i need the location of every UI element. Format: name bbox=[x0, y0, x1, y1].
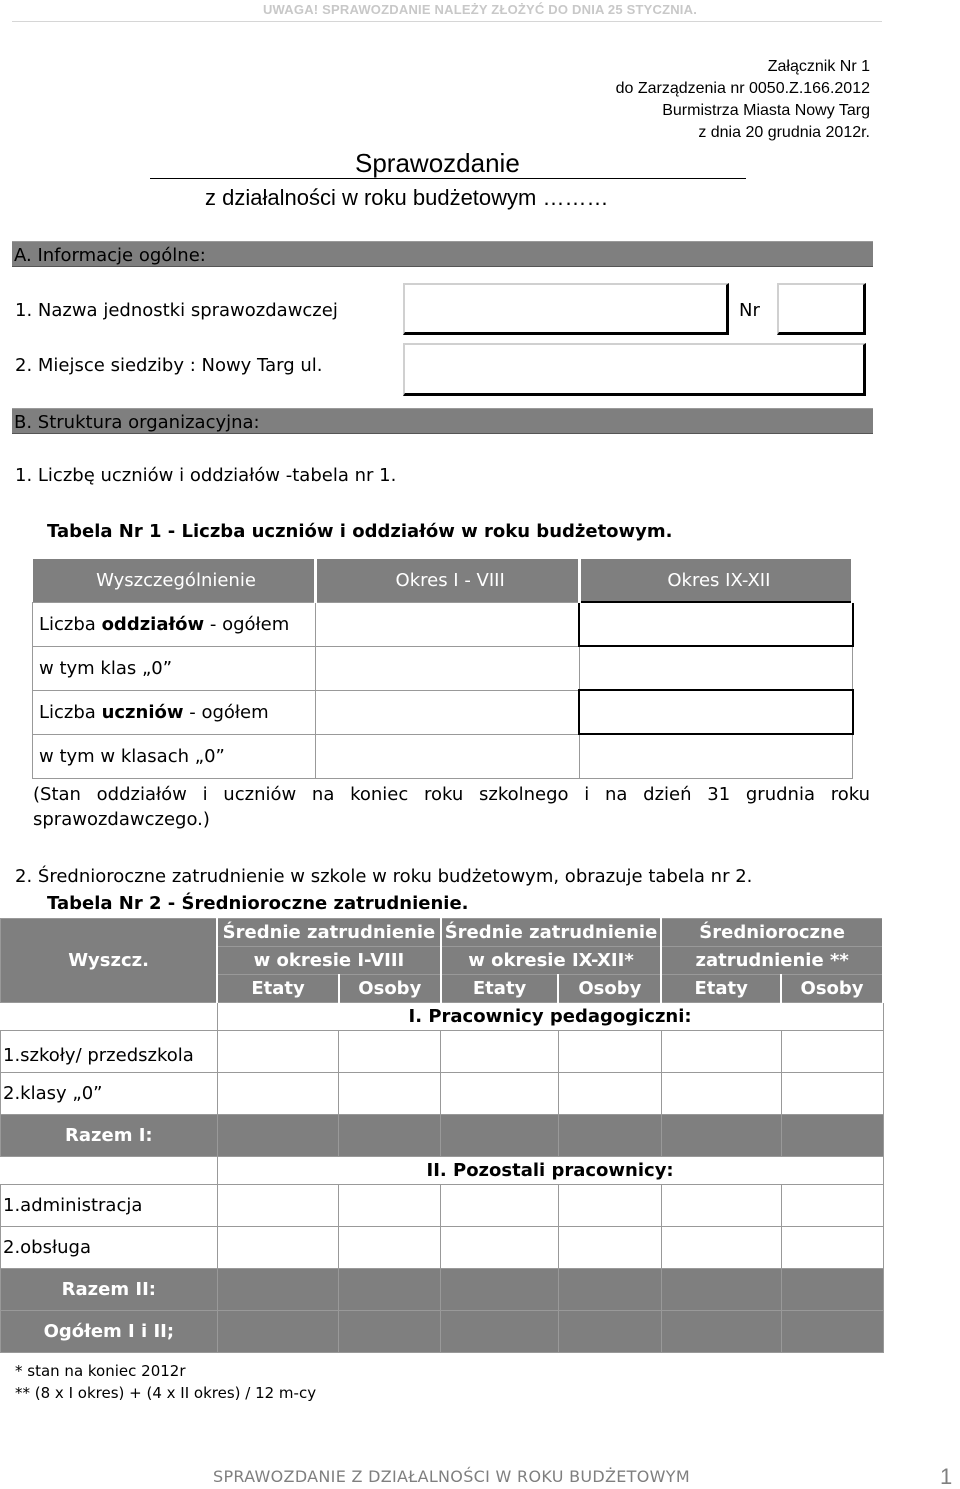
table1-students bbox=[32, 559, 854, 779]
table2-total-cell[interactable] bbox=[441, 1311, 559, 1353]
table2-row-label: 2.klasy „0” bbox=[1, 1073, 218, 1115]
unit-number-field[interactable] bbox=[777, 283, 866, 335]
table2-cell-input[interactable] bbox=[339, 1031, 441, 1073]
table1-cell-input[interactable] bbox=[315, 734, 579, 778]
table2-row-label: 1.szkoły/ przedszkola bbox=[1, 1031, 218, 1073]
table1-cell-input[interactable] bbox=[315, 690, 579, 734]
annex-line-3: Burmistrza Miasta Nowy Targ bbox=[662, 102, 870, 119]
section-a-band bbox=[12, 241, 873, 267]
table2-total-cell[interactable] bbox=[558, 1115, 661, 1157]
table2-total-cell[interactable] bbox=[781, 1115, 883, 1157]
students-item: 1. Liczbę uczniów i oddziałów -tabela nr 1. bbox=[15, 465, 397, 486]
annex-reference bbox=[616, 56, 870, 144]
table2-header-g2-line1: Średnie zatrudnienie bbox=[441, 919, 662, 947]
section-b-band bbox=[12, 408, 873, 434]
table2-cell-input[interactable] bbox=[661, 1073, 781, 1115]
table2-header-g1-line1: Średnie zatrudnienie bbox=[217, 919, 441, 947]
title-underline bbox=[150, 178, 746, 179]
table2-cell-input[interactable] bbox=[217, 1031, 339, 1073]
annex-line-1: Załącznik Nr 1 bbox=[767, 58, 870, 75]
table2-cell-input[interactable] bbox=[217, 1227, 339, 1269]
section-b-heading: B. Struktura organizacyjna: bbox=[14, 412, 260, 433]
table2-header-etaty: Etaty bbox=[217, 975, 339, 1003]
table1-cell-input[interactable] bbox=[579, 734, 852, 778]
table2-total-cell[interactable] bbox=[661, 1269, 781, 1311]
address-label: 2. Miejsce siedziby : Nowy Targ ul. bbox=[15, 355, 323, 376]
table2-cell-input[interactable] bbox=[339, 1073, 441, 1115]
table1-header-spec: Wyszczególnienie bbox=[33, 559, 316, 602]
table2-total-cell[interactable] bbox=[558, 1269, 661, 1311]
deadline-warning: UWAGA! SPRAWOZDANIE NALEŻY ZŁOŻYĆ DO DNIA 25 STYCZNIA. bbox=[262, 2, 698, 17]
table2-cell-input[interactable] bbox=[339, 1227, 441, 1269]
table2-cell-input[interactable] bbox=[441, 1073, 559, 1115]
table2-employment bbox=[0, 918, 884, 1353]
table2-total-cell[interactable] bbox=[339, 1311, 441, 1353]
table2-header-g2-line2: w okresie IX-XII* bbox=[441, 947, 662, 975]
table2-header-g1-line2: w okresie I-VIII bbox=[217, 947, 441, 975]
table2-cell-input[interactable] bbox=[558, 1031, 661, 1073]
table2-total-cell[interactable] bbox=[661, 1311, 781, 1353]
table2-header-etaty: Etaty bbox=[661, 975, 781, 1003]
table2-cell-input[interactable] bbox=[441, 1031, 559, 1073]
nr-label: Nr bbox=[739, 300, 760, 321]
table2-total-cell[interactable] bbox=[661, 1115, 781, 1157]
table1-cell-input[interactable] bbox=[315, 646, 579, 690]
table2-cell-input[interactable] bbox=[781, 1227, 883, 1269]
table2-cell-input[interactable] bbox=[217, 1073, 339, 1115]
table2-total2-label: Razem II: bbox=[1, 1269, 218, 1311]
table2-cell-input[interactable] bbox=[339, 1185, 441, 1227]
table2-total-cell[interactable] bbox=[339, 1115, 441, 1157]
table2-cell-input[interactable] bbox=[558, 1185, 661, 1227]
page-number: 1 bbox=[940, 1464, 953, 1489]
annex-line-4: z dnia 20 grudnia 2012r. bbox=[698, 124, 870, 141]
table1-caption: Tabela Nr 1 - Liczba uczniów i oddziałów w roku budżetowym. bbox=[47, 521, 673, 542]
table2-total-cell[interactable] bbox=[217, 1269, 339, 1311]
table1-cell-input[interactable] bbox=[579, 690, 852, 734]
table2-section-pedagogical: I. Pracownicy pedagogiczni: bbox=[217, 1003, 883, 1031]
table2-cell-input[interactable] bbox=[558, 1227, 661, 1269]
table1-row-label: Liczba oddziałów - ogółem bbox=[33, 602, 316, 646]
table2-grand-total-label: Ogółem I i II; bbox=[1, 1311, 218, 1353]
table2-cell-input[interactable] bbox=[217, 1185, 339, 1227]
table2-section-other: II. Pozostali pracownicy: bbox=[217, 1157, 883, 1185]
table2-total-cell[interactable] bbox=[781, 1311, 883, 1353]
table2-total-cell[interactable] bbox=[217, 1311, 339, 1353]
table2-total1-label: Razem I: bbox=[1, 1115, 218, 1157]
table1-cell-input[interactable] bbox=[579, 646, 852, 690]
annex-line-2: do Zarządzenia nr 0050.Z.166.2012 bbox=[615, 80, 870, 97]
table2-header-osoby: Osoby bbox=[558, 975, 661, 1003]
table2-header-g3-line1: Średnioroczne bbox=[661, 919, 883, 947]
table2-cell-input[interactable] bbox=[441, 1185, 559, 1227]
table2-cell-input[interactable] bbox=[781, 1073, 883, 1115]
header-divider bbox=[12, 21, 882, 22]
table2-cell-input[interactable] bbox=[781, 1031, 883, 1073]
table2-cell-input[interactable] bbox=[441, 1227, 559, 1269]
table1-header-period2: Okres IX-XII bbox=[579, 559, 852, 602]
table2-total-cell[interactable] bbox=[441, 1269, 559, 1311]
table2-row-label: 2.obsługa bbox=[1, 1227, 218, 1269]
table2-cell-input[interactable] bbox=[661, 1227, 781, 1269]
address-field[interactable] bbox=[403, 343, 866, 396]
footnote-1: * stan na koniec 2012r bbox=[15, 1362, 186, 1380]
footnotes bbox=[15, 1360, 316, 1404]
table2-row-label: 1.administracja bbox=[1, 1185, 218, 1227]
table2-total-cell[interactable] bbox=[217, 1115, 339, 1157]
footnote-2: ** (8 x I okres) + (4 x II okres) / 12 m-cy bbox=[15, 1384, 317, 1402]
unit-name-label: 1. Nazwa jednostki sprawozdawczej bbox=[15, 300, 338, 321]
report-subtitle: z działalności w roku budżetowym ……… bbox=[205, 185, 609, 210]
page-footer: SPRAWOZDANIE Z DZIAŁALNOŚCI W ROKU BUDŻETOWYM bbox=[213, 1467, 690, 1486]
table1-header-period1: Okres I - VIII bbox=[315, 559, 579, 602]
table1-row-label: Liczba uczniów - ogółem bbox=[33, 690, 316, 734]
unit-name-field[interactable] bbox=[403, 283, 729, 335]
table2-total-cell[interactable] bbox=[558, 1311, 661, 1353]
section-a-heading: A. Informacje ogólne: bbox=[14, 245, 206, 266]
table2-header-wyszcz: Wyszcz. bbox=[1, 919, 218, 1003]
table1-cell-input[interactable] bbox=[579, 602, 852, 646]
report-title: Sprawozdanie bbox=[355, 148, 520, 178]
table2-cell-input[interactable] bbox=[558, 1073, 661, 1115]
table1-note: (Stan oddziałów i uczniów na koniec roku szkolnego i na dzień 31 grudnia roku sprawozdawczego.) bbox=[33, 784, 870, 830]
table2-total-cell[interactable] bbox=[781, 1269, 883, 1311]
table1-cell-input[interactable] bbox=[315, 602, 579, 646]
table2-header-g3-line2: zatrudnienie ** bbox=[661, 947, 883, 975]
table2-header-osoby: Osoby bbox=[781, 975, 883, 1003]
table2-header-etaty: Etaty bbox=[441, 975, 559, 1003]
employment-item: 2. Średnioroczne zatrudnienie w szkole w roku budżetowym, obrazuje tabela nr 2. bbox=[15, 866, 753, 887]
table2-caption: Tabela Nr 2 - Średnioroczne zatrudnienie. bbox=[47, 893, 469, 914]
table1-row-label: w tym w klasach „0” bbox=[33, 734, 316, 778]
table1-row-label: w tym klas „0” bbox=[33, 646, 316, 690]
table2-cell-input[interactable] bbox=[661, 1031, 781, 1073]
table2-cell-input[interactable] bbox=[661, 1185, 781, 1227]
table2-total-cell[interactable] bbox=[339, 1269, 441, 1311]
table2-cell-input[interactable] bbox=[781, 1185, 883, 1227]
table2-header-osoby: Osoby bbox=[339, 975, 441, 1003]
table2-total-cell[interactable] bbox=[441, 1115, 559, 1157]
